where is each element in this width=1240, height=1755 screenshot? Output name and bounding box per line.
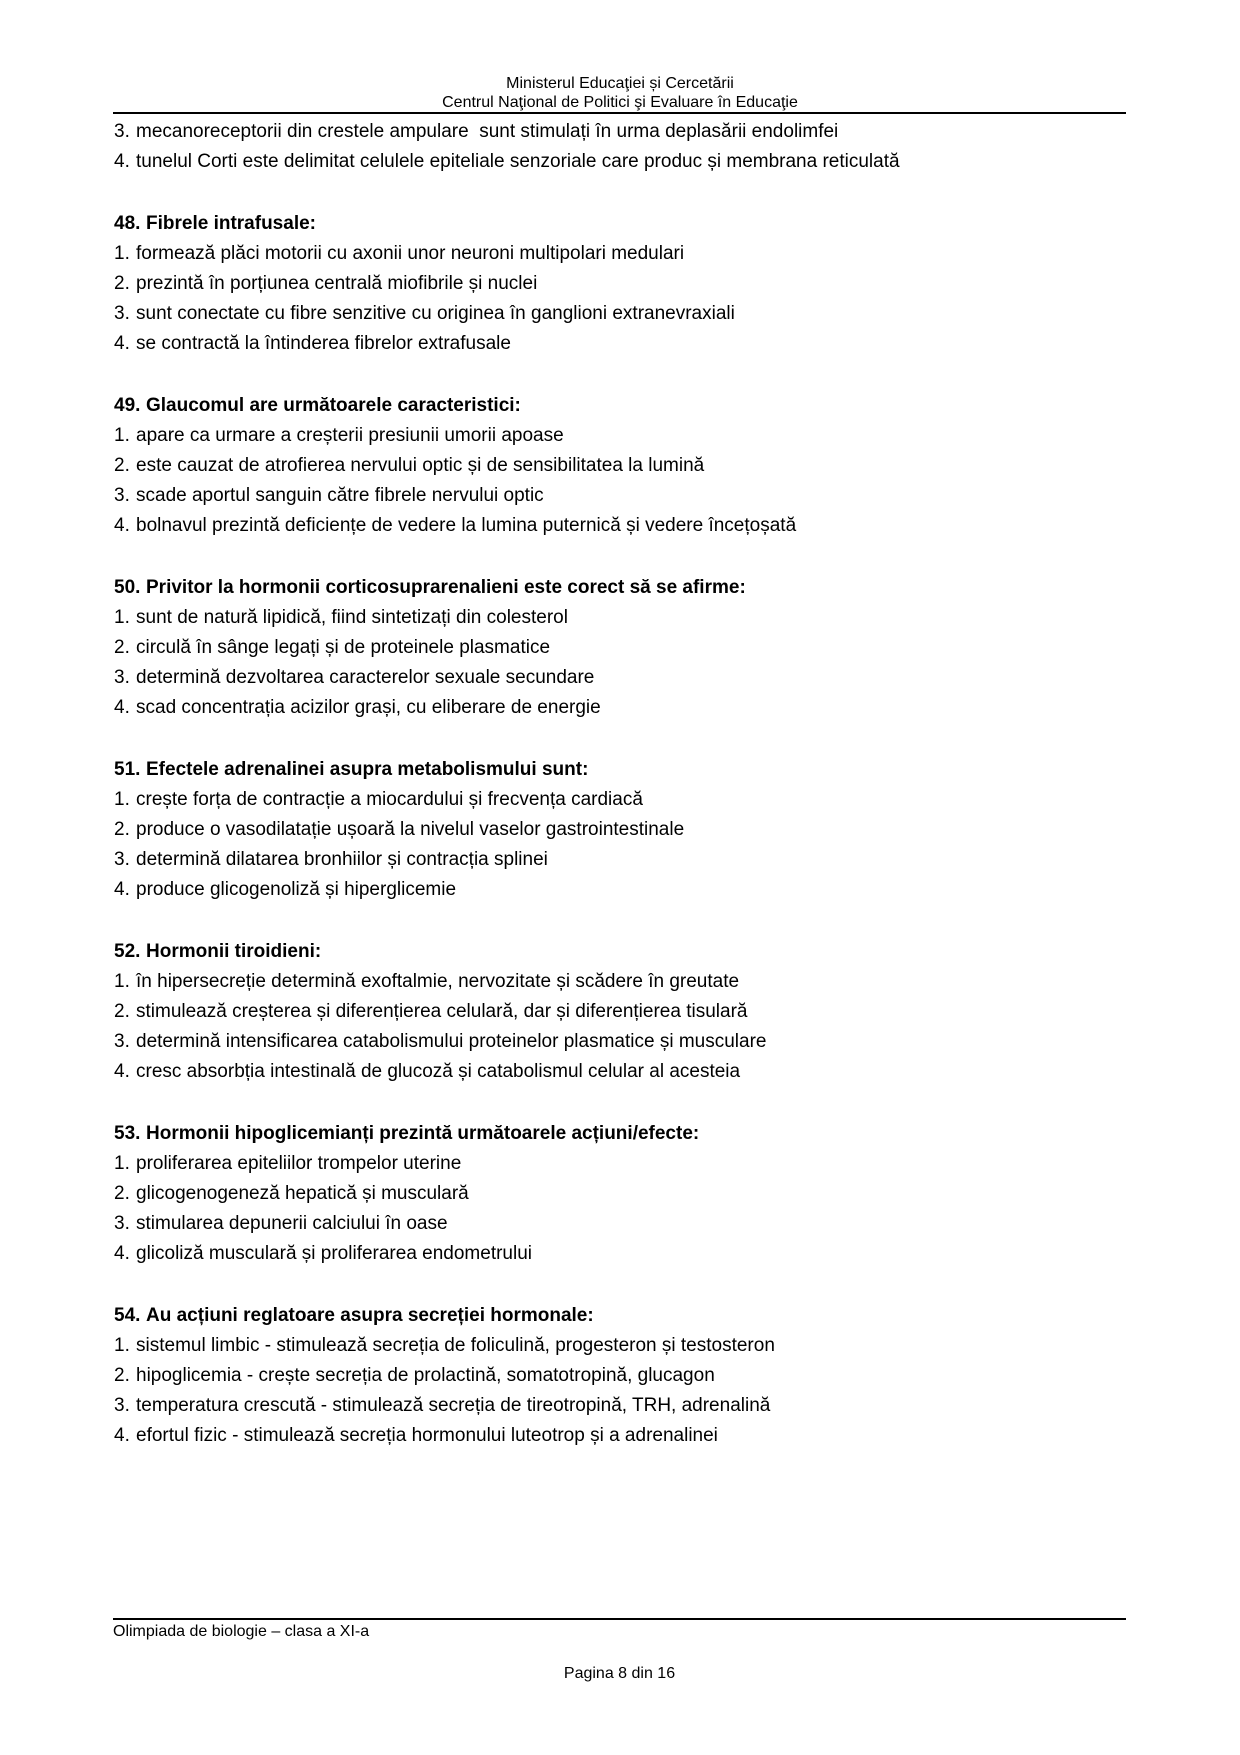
answer-option (114, 1421, 1180, 1451)
answer-option (114, 117, 1180, 147)
question-title: Hormonii tiroidieni: (146, 941, 322, 962)
option-number: 3. (114, 1031, 130, 1052)
option-text: este cauzat de atrofierea nervului optic și de sensibilitatea la lumină (136, 455, 705, 476)
option-text: determină intensificarea catabolismului proteinelor plasmatice și musculare (136, 1031, 767, 1052)
option-text: formează plăci motorii cu axonii unor neuroni multipolari medulari (136, 243, 685, 264)
answer-option (114, 1239, 1180, 1269)
answer-option (114, 815, 1180, 845)
question-title: Glaucomul are următoarele caracteristici: (146, 395, 521, 416)
answer-option (114, 239, 1180, 269)
question-heading (114, 1301, 1180, 1331)
option-number: 3. (114, 1213, 130, 1234)
answer-option (114, 663, 1180, 693)
option-text: proliferarea epiteliilor trompelor uterine (136, 1153, 462, 1174)
question-51 (114, 755, 1180, 905)
question-number: 51. (114, 759, 141, 780)
answer-option (114, 1391, 1180, 1421)
question-heading (114, 755, 1180, 785)
option-number: 2. (114, 1001, 130, 1022)
option-number: 1. (114, 1153, 130, 1174)
option-number: 4. (114, 333, 130, 354)
option-number: 2. (114, 819, 130, 840)
option-number: 4. (114, 515, 130, 536)
option-number: 3. (114, 849, 130, 870)
option-text: sunt conectate cu fibre senzitive cu originea în ganglioni extranevraxiali (136, 303, 735, 324)
carryover-options (114, 117, 1180, 177)
option-number: 1. (114, 243, 130, 264)
option-number: 1. (114, 1335, 130, 1356)
option-text: stimulează creșterea și diferențierea celulară, dar și diferențierea tisulară (136, 1001, 748, 1022)
question-number: 54. (114, 1305, 141, 1326)
option-number: 4. (114, 697, 130, 718)
option-number: 2. (114, 455, 130, 476)
question-heading (114, 1119, 1180, 1149)
question-heading (114, 573, 1180, 603)
option-number: 2. (114, 273, 130, 294)
document-footer (113, 1618, 1126, 1683)
question-number: 48. (114, 213, 141, 234)
question-title: Privitor la hormonii corticosuprarenalieni este corect să se afirme: (146, 577, 746, 598)
question-heading (114, 209, 1180, 239)
option-text: scade aportul sanguin către fibrele nervului optic (136, 485, 544, 506)
option-number: 4. (114, 1425, 130, 1446)
footer-divider (113, 1618, 1126, 1620)
answer-option (114, 1331, 1180, 1361)
option-number: 3. (114, 1395, 130, 1416)
option-number: 3. (114, 303, 130, 324)
option-text: hipoglicemia - crește secreția de prolactină, somatotropină, glucagon (136, 1365, 715, 1386)
option-number: 2. (114, 1183, 130, 1204)
answer-option (114, 1209, 1180, 1239)
question-number: 49. (114, 395, 141, 416)
option-text: prezintă în porțiunea centrală miofibrile și nuclei (136, 273, 538, 294)
option-number: 4. (114, 1243, 130, 1264)
option-number: 3. (114, 121, 130, 142)
question-title: Fibrele intrafusale: (146, 213, 316, 234)
option-text: în hipersecreție determină exoftalmie, nervozitate și scădere în greutate (136, 971, 740, 992)
answer-option (114, 603, 1180, 633)
answer-option (114, 997, 1180, 1027)
question-title: Efectele adrenalinei asupra metabolismului sunt: (146, 759, 589, 780)
option-text: circulă în sânge legați și de proteinele plasmatice (136, 637, 551, 658)
answer-option (114, 967, 1180, 997)
option-text: tunelul Corti este delimitat celulele epiteliale senzoriale care produc și membrana reticulată (136, 151, 900, 172)
question-number: 53. (114, 1123, 141, 1144)
question-number: 50. (114, 577, 141, 598)
footer-page-number: Pagina 8 din 16 (563, 1665, 676, 1682)
answer-option (114, 875, 1180, 905)
option-number: 3. (114, 485, 130, 506)
option-text: efortul fizic - stimulează secreția hormonului luteotrop și a adrenalinei (136, 1425, 718, 1446)
option-number: 3. (114, 667, 130, 688)
option-number: 1. (114, 789, 130, 810)
option-number: 1. (114, 425, 130, 446)
option-text: determină dezvoltarea caracterelor sexuale secundare (136, 667, 595, 688)
answer-option (114, 845, 1180, 875)
question-heading (114, 937, 1180, 967)
answer-option (114, 1361, 1180, 1391)
question-50 (114, 573, 1180, 723)
option-text: mecanoreceptorii din crestele ampulare sunt stimulați în urma deplasării endolimfei (136, 121, 839, 142)
answer-option (114, 1027, 1180, 1057)
answer-option (114, 785, 1180, 815)
option-text: cresc absorbția intestinală de glucoză și catabolismul celular al acesteia (136, 1061, 741, 1082)
option-number: 4. (114, 879, 130, 900)
question-48 (114, 209, 1180, 359)
option-text: sunt de natură lipidică, fiind sintetizați din colesterol (136, 607, 568, 628)
answer-option (114, 511, 1180, 541)
answer-option (114, 269, 1180, 299)
option-text: stimularea depunerii calciului în oase (136, 1213, 448, 1234)
question-title: Au acțiuni reglatoare asupra secreției hormonale: (146, 1305, 594, 1326)
option-text: scad concentrația acizilor grași, cu eliberare de energie (136, 697, 601, 718)
question-49 (114, 391, 1180, 541)
footer-doc-title: Olimpiada de biologie – clasa a XI-a (113, 1623, 370, 1640)
option-text: bolnavul prezintă deficiențe de vedere la lumina puternică și vedere încețoșată (136, 515, 797, 536)
document-header (0, 0, 1240, 112)
answer-option (114, 299, 1180, 329)
option-text: glicoliză musculară și proliferarea endometrului (136, 1243, 533, 1264)
option-text: glicogenogeneză hepatică și musculară (136, 1183, 469, 1204)
option-text: temperatura crescută - stimulează secreția de tireotropină, TRH, adrenalină (136, 1395, 771, 1416)
option-text: produce o vasodilatație ușoară la nivelul vaselor gastrointestinale (136, 819, 685, 840)
answer-option (114, 481, 1180, 511)
answer-option (114, 147, 1180, 177)
option-text: determină dilatarea bronhiilor și contracția splinei (136, 849, 548, 870)
question-heading (114, 391, 1180, 421)
answer-option (114, 421, 1180, 451)
answer-option (114, 1179, 1180, 1209)
option-number: 2. (114, 1365, 130, 1386)
document-body (0, 114, 1240, 1451)
question-52 (114, 937, 1180, 1087)
answer-option (114, 329, 1180, 359)
question-53 (114, 1119, 1180, 1269)
option-number: 1. (114, 971, 130, 992)
question-number: 52. (114, 941, 141, 962)
option-text: se contractă la întinderea fibrelor extrafusale (136, 333, 511, 354)
option-number: 4. (114, 1061, 130, 1082)
option-text: apare ca urmare a creșterii presiunii umorii apoase (136, 425, 564, 446)
question-54 (114, 1301, 1180, 1451)
header-line-1: Ministerul Educaţiei și Cercetării (506, 75, 734, 92)
answer-option (114, 693, 1180, 723)
option-number: 4. (114, 151, 130, 172)
answer-option (114, 1149, 1180, 1179)
header-line-2: Centrul Naţional de Politici şi Evaluare în Educaţie (442, 94, 798, 111)
question-title: Hormonii hipoglicemianți prezintă următoarele acțiuni/efecte: (146, 1123, 700, 1144)
option-text: sistemul limbic - stimulează secreția de foliculină, progesteron și testosteron (136, 1335, 775, 1356)
option-number: 1. (114, 607, 130, 628)
answer-option (114, 451, 1180, 481)
option-text: produce glicogenoliză și hiperglicemie (136, 879, 457, 900)
option-number: 2. (114, 637, 130, 658)
option-text: crește forța de contracție a miocardului și frecvența cardiacă (136, 789, 643, 810)
answer-option (114, 633, 1180, 663)
answer-option (114, 1057, 1180, 1087)
